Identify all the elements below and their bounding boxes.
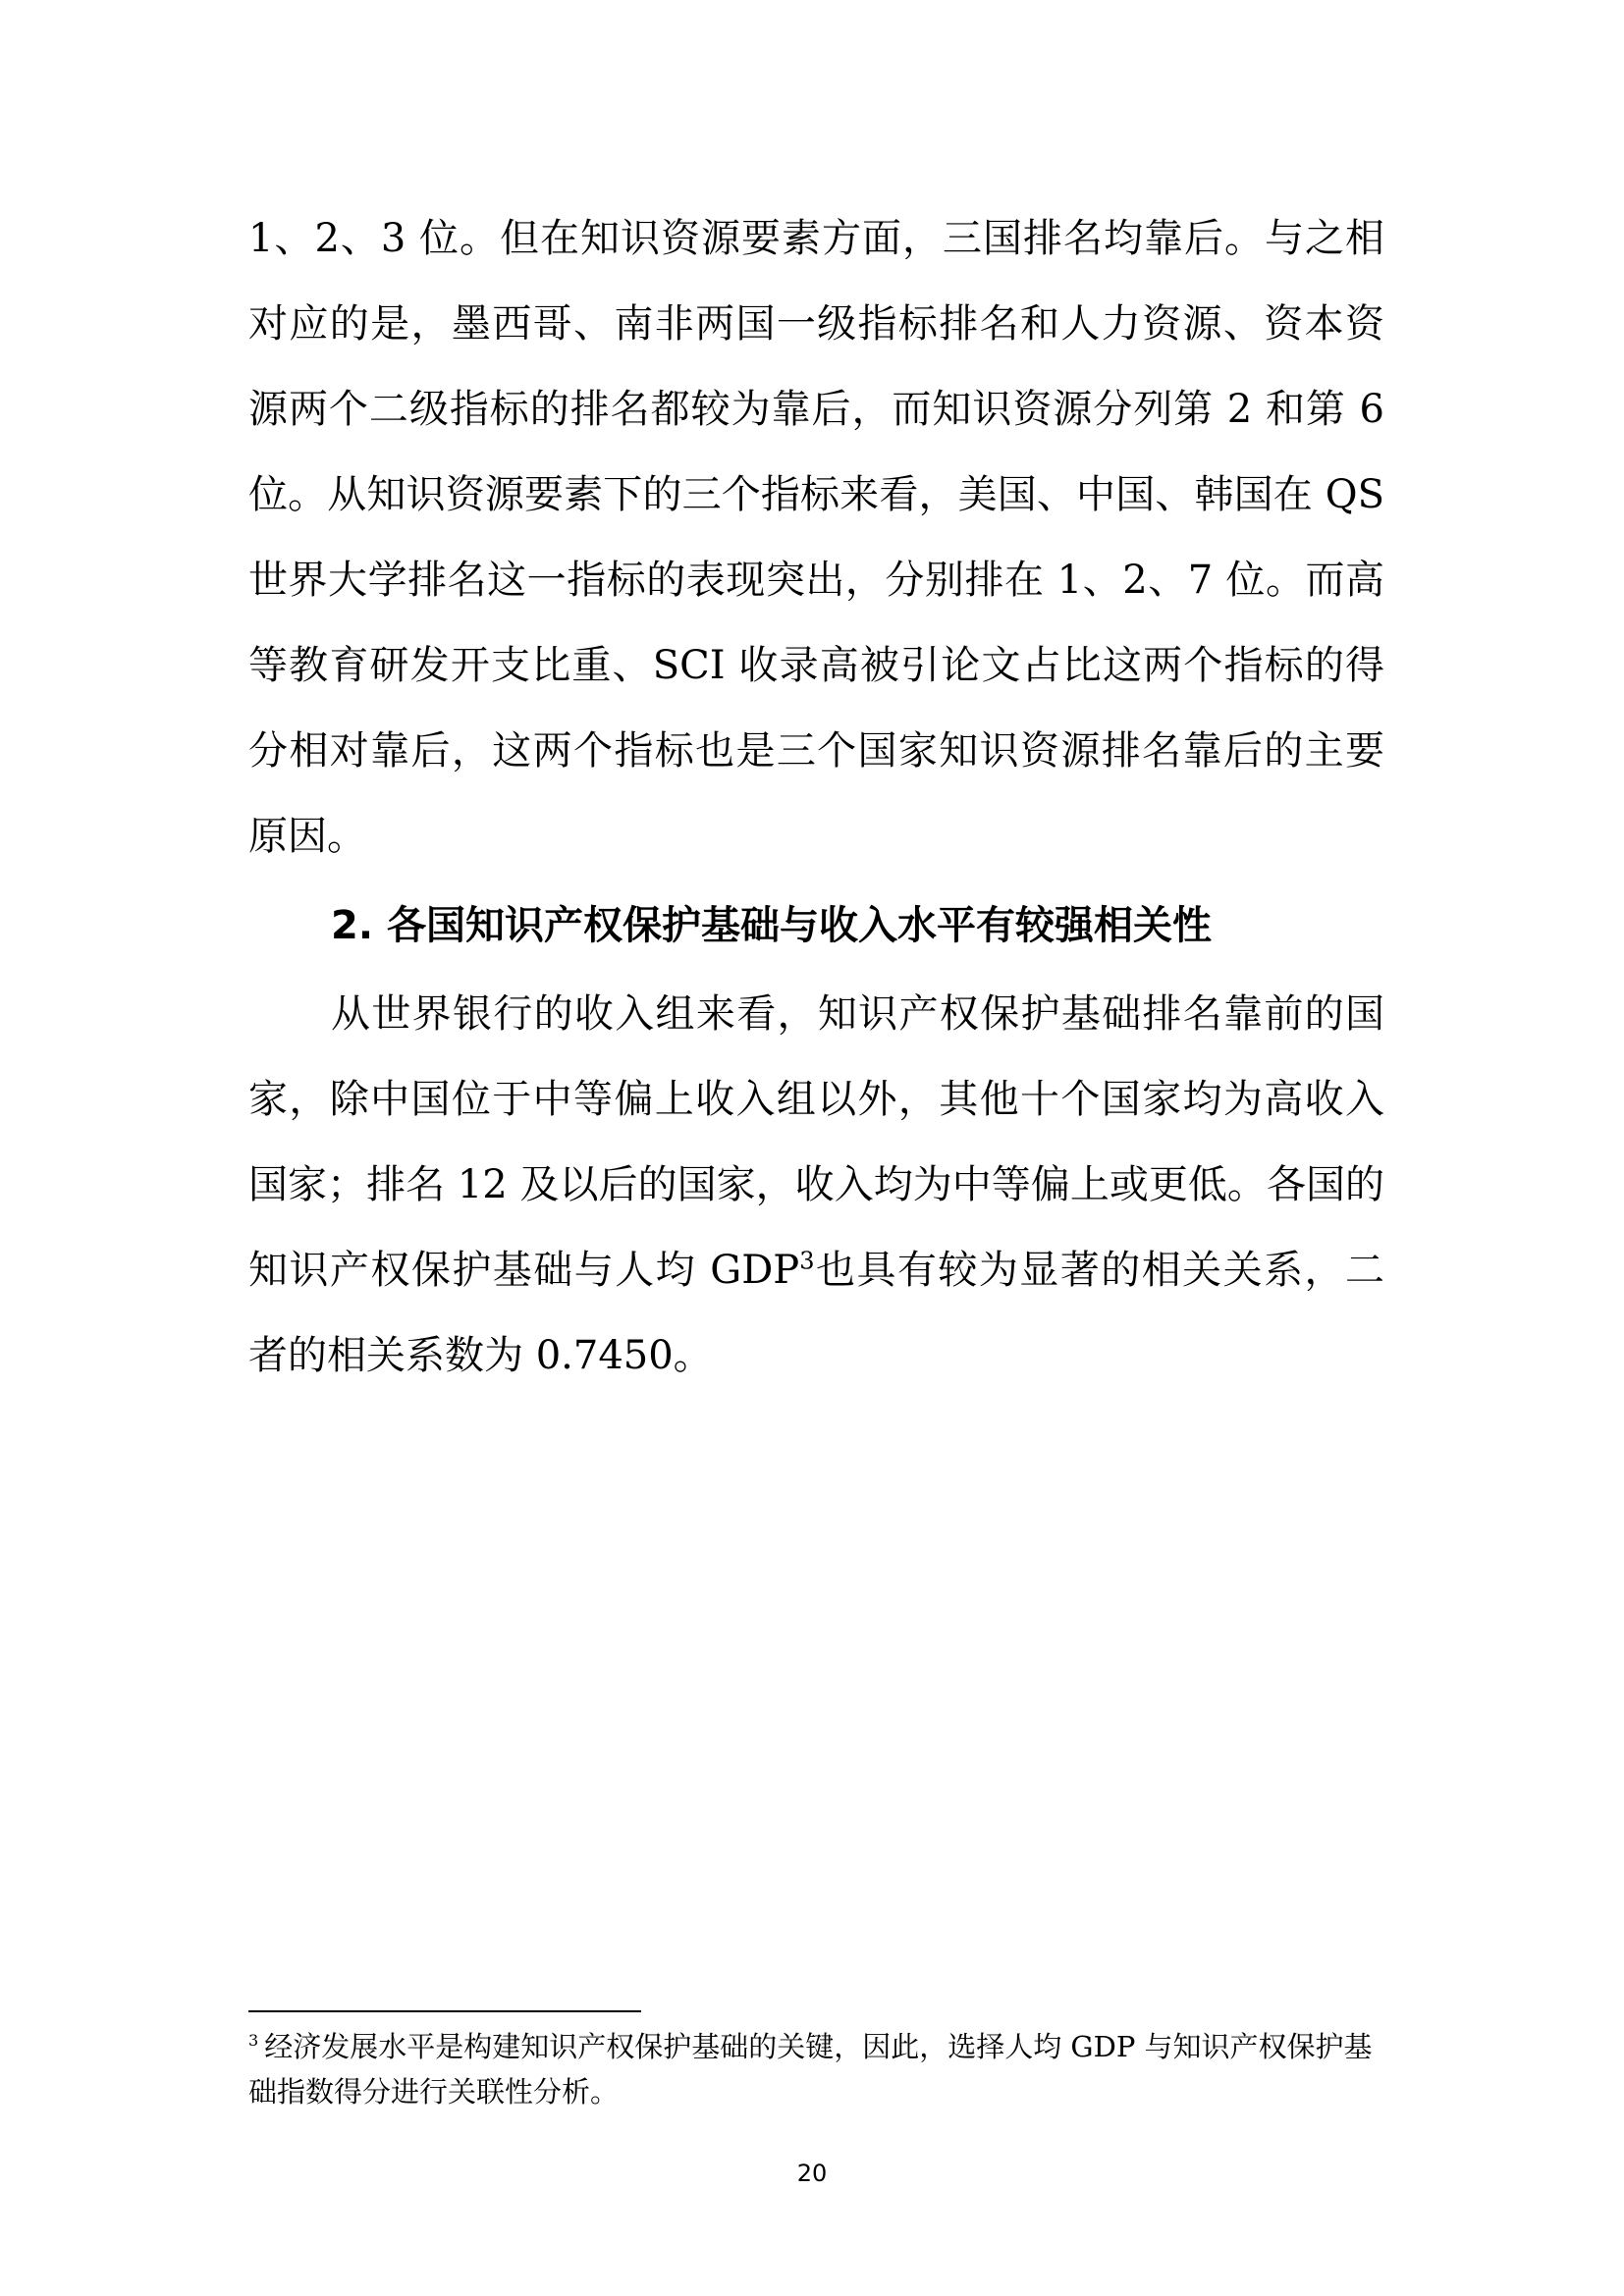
section-heading: 2. 各国知识产权保护基础与收入水平有较强相关性 — [331, 903, 1212, 948]
body-paragraph-1: 1、2、3 位。但在知识资源要素方面，三国排名均靠后。与之相对应的是，墨西哥、南非两国一级指标排名和人力资源、资本资源两个二级指标的排名都较为靠后，而知识资源分列第 2 和第 6 位。从知识资源要素下的三个指标来看，美国、中国、韩国在 QS 世界大学排名这一指标的表现突出，分别排在 1、2、7 位。而高等教育研发开支比重、SCI 收录高被引论文占比这两个指标的得分相对靠后，这两个指标也是三个国家知识资源排名靠后的主要原因。 — [248, 216, 1384, 859]
footnote-reference[interactable]: 3 — [799, 1247, 815, 1275]
paragraph-2-text-after-note: 也具有较为显著的相关关系，二者的相关系数为 0.7450。 — [248, 1248, 1385, 1378]
footnote-divider — [248, 2010, 641, 2012]
footnote-mark: 3 — [248, 2031, 259, 2051]
footnote-text: 经济发展水平是构建知识产权保护基础的关键，因此，选择人均 GDP 与知识产权保护基础指数得分进行关联性分析。 — [248, 2030, 1373, 2109]
footnote — [248, 2024, 1384, 2114]
body-paragraph-2 — [248, 972, 1384, 1399]
paragraph-2-text-before-note: 从世界银行的收入组来看，知识产权保护基础排名靠前的国家，除中国位于中等偏上收入组以外，其他十个国家均为高收入国家；排名 12 及以后的国家，收入均为中等偏上或更低。各国的知识产权保护基础与人均 GDP — [248, 991, 1384, 1293]
page-number: 20 — [796, 2160, 828, 2187]
